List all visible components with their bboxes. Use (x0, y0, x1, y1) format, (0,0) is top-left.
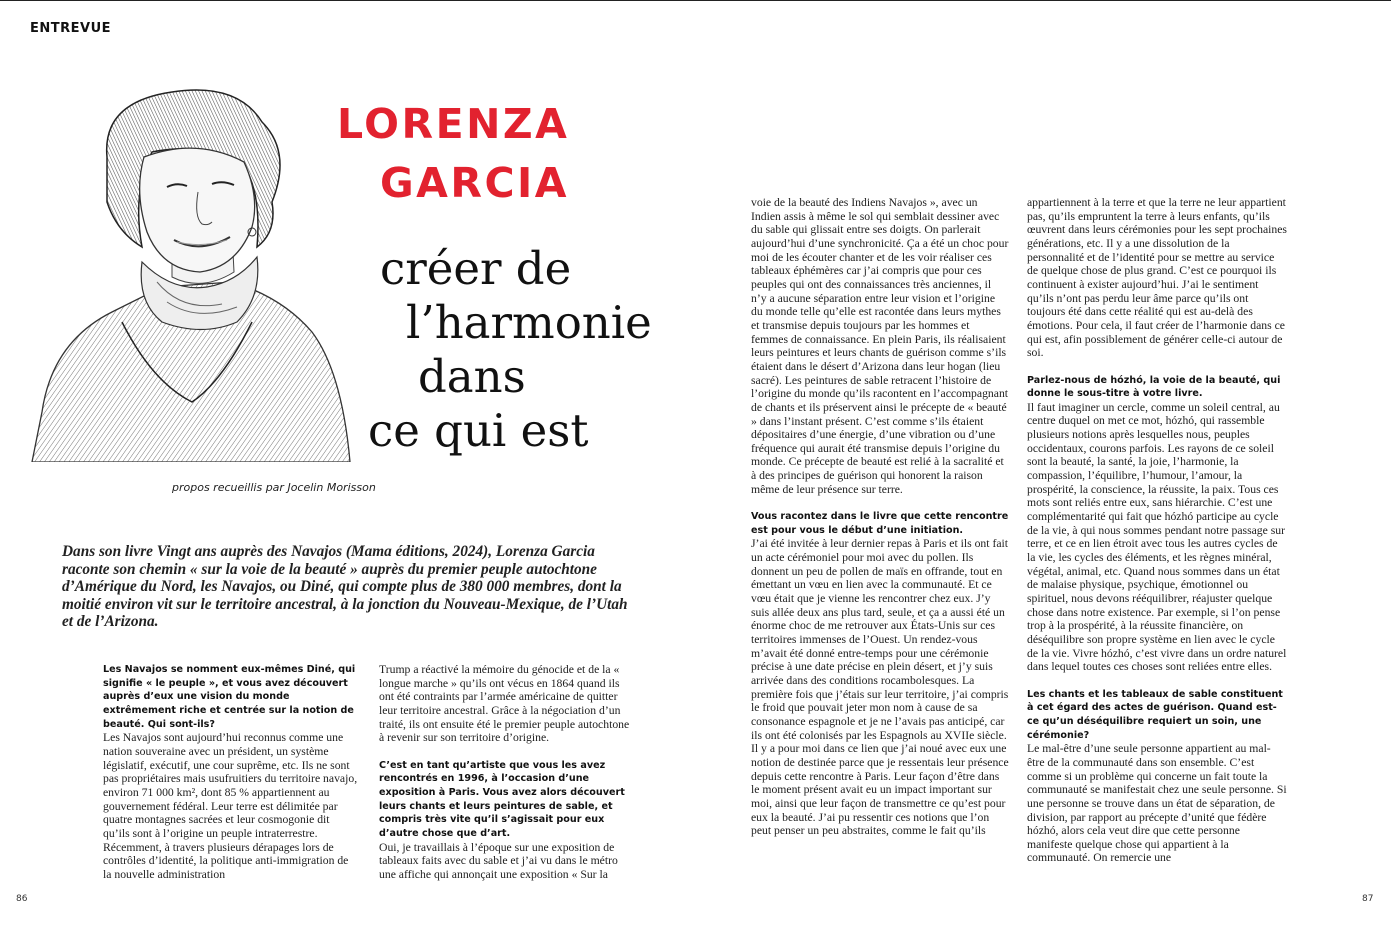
answer-2: Oui, je travaillais à l’époque sur une exposition de tableaux faits avec du sable et j’ai vu dans le métro une affiche qui annonçait une exposition « Sur la (379, 840, 618, 881)
portrait-illustration (22, 82, 352, 462)
answer-3: J’ai été invitée à leur dernier repas à Paris et ils ont fait un acte cérémoniel pour moi avec du pollen. Ils donnent un peu de pollen de maïs en offrande, tout en émettant un vœu en lien avec la communauté. Et ce vœu était que je vienne les rencontrer chez eux. J’y suis allée deux ans plus tard, seule, et ça a aussi été un énorme choc de me retrouver aux États-Unis sur ces territoires immenses de l’Ouest. Un rendez-vous m’avait été donné entre-temps pour une cérémonie précise à une date précise en plein désert, et j’y suis arrivée dans des conditions rocambolesques. La première fois que j’étais sur leur territoire, j’ai compris le froid que pouvait jeter mon nom à cause de sa consonance espagnole et je ne l’avais pas anticipé, car ils ont été colonisés par les Espagnols au XVIIe siècle. Il y a pour moi dans ce lien que j’ai noué avec eux une notion de destinée parce que je ressentais leur présence depuis cette rencontre à Paris. Leur façon d’être dans le moment présent avait eu un impact important sur moi, ainsi que leur façon de transmettre ce qu’est pour eux la beauté. J’ai pu ressentir ces notions que l’on peut penser un peu abstraites, comme le fait qu’ils (751, 537, 1009, 838)
page-number-left: 86 (16, 894, 28, 904)
question-4: Parlez-nous de hózhó, la voie de la beauté, qui donne le sous-titre à votre livre. (1027, 374, 1281, 400)
name-line-1: LORENZA (337, 100, 570, 148)
answer-5: Le mal-être d’une seule personne appartient au mal-être de la communauté dans son ensemble. C’est comme si un problème qui concerne un fait toute la communauté se manifestait chez une seule personne. Si une personne se trouve dans un état de séparation, de division, par rapport au précepte d’unité que fédère hózhó, alors cela veut dire que cette personne manifeste quelque chose qui appartient à la communauté. On remercie une (1027, 742, 1287, 865)
title-line-2: l’harmonie (406, 296, 652, 349)
question-5: Les chants et les tableaux de sable constituent à cet égard des actes de guérison. Quand est-ce qu’un déséquilibre requiert un soin, une cérémonie? (1027, 688, 1283, 741)
name-line-2: GARCIA (380, 159, 570, 207)
interview-credit (172, 481, 376, 494)
title-line-4: ce qui est (368, 404, 589, 457)
title-line-3: dans (418, 350, 526, 403)
page-number-right: 87 (1362, 894, 1374, 904)
top-rule (0, 0, 1391, 1)
column-2 (379, 663, 637, 881)
question-3: Vous racontez dans le livre que cette rencontre est pour vous le début d’une initiation. (751, 511, 1009, 536)
question-2: C’est en tant qu’artiste que vous les avez rencontrés en 1996, à l’occasion d’une exposition à Paris. Vous avez alors découvert leurs chants et leurs peintures de sable, et compris très vite qu’il s’agissait pour eux d’autre chose que d’art. (379, 759, 625, 839)
title-line-1: créer de (380, 242, 572, 295)
answer-1-cont: Trump a réactivé la mémoire du génocide et de la « longue marche » qu’ils ont vécus en 1864 quand ils ont été contraints par l’armée américaine de quitter leur territoire ancestral. Grâce à la négociation d’un traité, ils ont ensuite été le premier peuple autochtone à revenir sur son territoire d’origine. (379, 663, 630, 745)
answer-1: Les Navajos sont aujourd’hui reconnus comme une nation souveraine avec un président, un système législatif, exécutif, une cour suprême, etc. Ils ne sont pas propriétaires mais usufruitiers du territoire navajo, environ 71 000 km², dont 85 % appartiennent au gouvernement fédéral. Leur terre est délimitée par quatre montagnes sacrées et leur cosmogonie dit qu’ils sont à l’origine un peuple intraterrestre. Récemment, à travers plusieurs dérapages lors de contrôles d’identité, la politique anti-immigration de la nouvelle administration (103, 731, 358, 881)
column-4 (1027, 196, 1287, 865)
column-1 (103, 663, 358, 882)
credit-prefix: propos recueillis par (172, 481, 284, 494)
answer-3-cont: appartiennent à la terre et que la terre ne leur appartient pas, qu’ils empruntent la terre à leurs enfants, qu’ils œuvrent dans leurs cérémonies pour les sept prochaines générations, etc. Il y a une dissolution de la personnalité et de l’identité pour se mettre au service de quelque chose de plus grand. C’est ce pourquoi ils continuent à exister aujourd’hui. J’ai le sentiment qu’ils n’ont pas perdu leur âme parce qu’ils ont toujours été dans cette réalité qui est au-delà des émotions. Pour cela, il faut créer de l’harmonie dans ce qui est, afin possiblement de générer celle-ci autour de soi. (1027, 196, 1287, 360)
answer-4: Il faut imaginer un cercle, comme un soleil central, au centre duquel on met ce mot, hózhó, qui rassemble plusieurs notions après lesquelles nous, peuples occidentaux, courons parfois. Les rayons de ce soleil sont la beauté, la santé, la joie, l’harmonie, la compassion, l’équilibre, l’humour, l’amour, la prospérité, la conscience, la réussite, la paix. Tous ces mots sont reliés entre eux, sans hiérarchie. C’est une complémentarité qui fait que hózhó participe au cycle de la vie, à qui nous sommes pendant notre passage sur terre, et ce en lien étroit avec tous les autres cycles de la vie, les cycles des éléments, et les règnes minéral, végétal, animal, etc. Quand nous sommes dans un état de malaise physique, psychique, émotionnel ou spirituel, nous devons rééquilibrer, réajuster quelque chose dans notre existence. Par exemple, si l’on pense trop à la prospérité, à la réussite financière, on déséquilibre son propre système en lien avec le cycle de la vie. Vivre hózhó, c’est vivre dans un ordre naturel dans lequel toutes ces choses sont reliées entre elles. (1027, 400, 1287, 674)
column-3 (751, 196, 1009, 838)
section-label: ENTREVUE (30, 21, 112, 36)
credit-author: Jocelin Morisson (287, 481, 376, 494)
question-1: Les Navajos se nomment eux-mêmes Diné, qui signifie « le peuple », et vous avez découvert auprès d’eux une vision du monde extrêmement riche et centrée sur la notion de beauté. Qui sont-ils? (103, 664, 356, 730)
intro-paragraph: Dans son livre Vingt ans auprès des Navajos (Mama éditions, 2024), Lorenza Garcia raconte son chemin « sur la voie de la beauté » auprès du premier peuple autochtone d’Amérique du Nord, les Navajos, ou Diné, qui compte plus de 380 000 membres, dont la moitié environ vit sur le territoire ancestral, à la jonction du Nouveau-Mexique, de l’Utah et de l’Arizona. (62, 543, 628, 631)
answer-2-cont: voie de la beauté des Indiens Navajos », avec un Indien assis à même le sol qui semblait dessiner avec du sable qui glissait entre ses doigts. On parlerait aujourd’hui d’une synchronicité. Ça a été un choc pour moi de les écouter chanter et de les voir réaliser ces tableaux éphémères car j’ai compris que pour ces peuples qui ont des connaissances très anciennes, il n’y a aucune séparation entre leur vision et l’origine du monde telle qu’elle est racontée dans leurs mythes et transmise depuis toujours par les hommes et femmes de connaissance. En plein Paris, ils réalisaient leurs peintures et leurs chants de guérison comme s’ils étaient dans le désert d’Arizona dans leur hogan (lieu sacré). Les peintures de sable retracent l’histoire de l’origine du monde qu’ils racontent en l’accompagnant de chants et ils préservent ainsi le précepte de « beauté » dans l’instant présent. C’est comme s’ils étaient dépositaires d’une énergie, d’une vibration ou d’une fréquence qui aurait été transmise depuis l’origine du monde. Ce précepte de beauté est relié à la sacralité et à des principes de guérison qui honorent la raison même de leur présence sur terre. (751, 196, 1009, 496)
